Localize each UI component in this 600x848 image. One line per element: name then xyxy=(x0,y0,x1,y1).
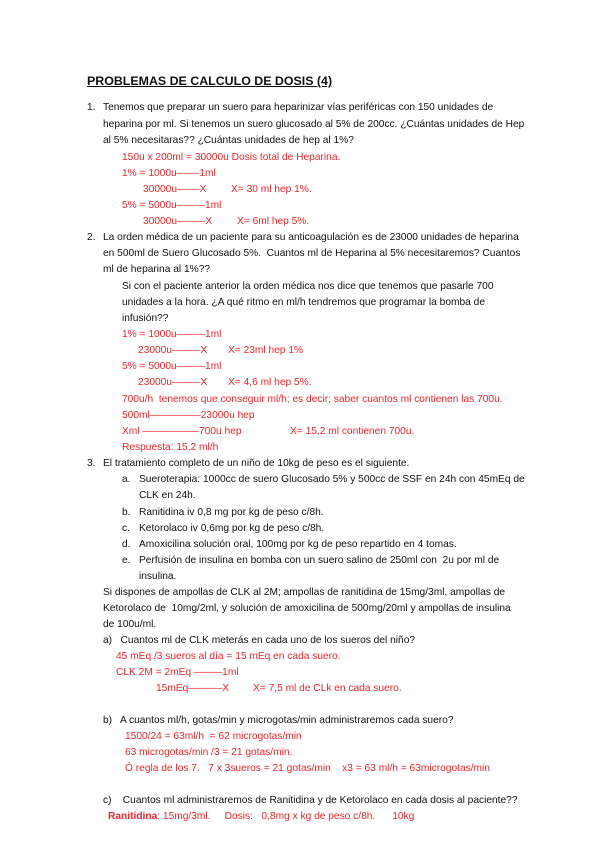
list-item: Sueroterapia: 1000cc de suero Glucosado 5% y 500cc de SSF en 24h con 45mEq de xyxy=(139,474,525,485)
answer-line: CLK 2M = 2mEq –––––1ml xyxy=(116,667,239,678)
answer-result: X= 23ml hep 1% xyxy=(228,345,304,356)
answer-result: X= 30 ml hep 1%. xyxy=(231,184,312,195)
question-text: Tenemos que preparar un suero para heparinizar vías periféricas con 150 unidades de xyxy=(103,102,494,113)
list-item: Ketorolaco iv 0,6mg por kg de peso c/8h. xyxy=(139,523,325,534)
list-number: 3. xyxy=(87,458,96,469)
statement-text: de 100u/ml. xyxy=(103,619,157,630)
question-text: unidades a la hora. ¿A qué ritmo en ml/h tendremos que programar la bomba de xyxy=(122,297,485,308)
answer-final: Respuesta: 15,2 ml/h xyxy=(122,442,219,453)
question-text: infusión?? xyxy=(122,313,169,324)
question-text: heparina por ml. Si tenemos un suero glucosado al 5% de 200cc. ¿Cuántas unidades de Hep xyxy=(103,119,525,130)
answer-line: 23000u–––––X xyxy=(138,345,208,356)
answer-line: 15mEq––––––X xyxy=(156,683,230,694)
list-number: 2. xyxy=(87,232,96,243)
answer-line: 700u/h tenemos que conseguir ml/h; es decir; saber cuantos ml contienen las 700u. xyxy=(122,394,503,405)
list-marker: b. xyxy=(122,507,131,518)
question-text: ml de heparina al 1%?? xyxy=(103,264,211,275)
answer-result: X= 4,6 ml hep 5%. xyxy=(228,377,312,388)
sub-question-a: a) Cuantos ml de CLK meterás en cada uno de los sueros del niño? xyxy=(103,635,416,646)
answer-line: 1% = 1000u––––1ml xyxy=(122,168,216,179)
question-text: al 5% necesitaras?? ¿Cuántas unidades de hep al 1%? xyxy=(103,135,354,146)
answer-result: X= 6ml hep 5%. xyxy=(237,216,310,227)
question-text: Si con el paciente anterior la orden médica nos dice que tenemos que pasarle 700 xyxy=(122,281,494,292)
list-marker: d. xyxy=(122,539,131,550)
list-item: Amoxicilina solución oral, 100mg por kg de peso repartido en 4 tomas. xyxy=(139,539,457,550)
list-number: 1. xyxy=(87,102,96,113)
sub-question-c: c) Cuantos ml administraremos de Ranitidina y de Ketorolaco en cada dosis al paciente?? xyxy=(103,795,518,806)
answer-result: X= 15,2 ml contienen 700u. xyxy=(290,426,415,437)
answer-line: 30000u–––––X xyxy=(143,216,213,227)
drug-label: Ranitidina xyxy=(108,811,158,822)
answer-line: Ó regla de los 7. 7 x 3sueros = 21 gotas/min x3 = 63 ml/h = 63microgotas/min xyxy=(125,763,490,774)
list-marker: a. xyxy=(122,474,131,485)
answer-line: 5% = 5000u–––––1ml xyxy=(122,200,222,211)
answer-line xyxy=(108,811,414,823)
answer-line: 1% = 1000u–––––1ml xyxy=(122,329,222,340)
sub-question-b: b) A cuantos ml/h, gotas/min y microgotas/min administraremos cada suero? xyxy=(103,715,454,726)
list-marker: e. xyxy=(122,555,131,566)
answer-line: Xml ––––––––––700u hep xyxy=(122,426,242,437)
answer-line: 5% = 5000u–––––1ml xyxy=(122,361,222,372)
question-text: La orden médica de un paciente para su anticoagulación es de 23000 unidades de heparina xyxy=(103,232,519,243)
list-item: CLK en 24h. xyxy=(139,490,196,501)
answer-line: 30000u––––X xyxy=(143,184,207,195)
answer-line: 1500/24 = 63ml/h = 62 microgotas/min xyxy=(125,731,302,742)
list-item: insulina. xyxy=(139,571,177,582)
list-item: Perfusión de insulina en bomba con un suero salino de 250ml con 2u por ml de xyxy=(139,555,500,566)
statement-text: Si dispones de ampollas de CLK al 2M; ampollas de ranitidina de 15mg/3ml, ampollas de xyxy=(103,587,506,598)
question-text: El tratamiento completo de un niño de 10kg de peso es el siguiente. xyxy=(103,458,410,469)
statement-text: Ketorolaco de 10mg/2ml, y solución de amoxicilina de 500mg/20ml y ampollas de insulina xyxy=(103,603,511,614)
answer-line: 500ml–––––––––23000u hep xyxy=(122,410,255,421)
answer-line: 23000u–––––X xyxy=(138,377,208,388)
answer-line: 150u x 200ml = 30000u Dosis total de Heparina. xyxy=(122,152,341,163)
list-item: Ranitidina iv 0,8 mg por kg de peso c/8h. xyxy=(139,507,324,518)
list-marker: c. xyxy=(122,523,130,534)
page-title: PROBLEMAS DE CALCULO DE DOSIS (4) xyxy=(87,74,333,88)
answer-result: X= 7,5 ml de CLk en cada suero. xyxy=(253,683,402,694)
question-text: en 500ml de Suero Glucosado 5%. Cuantos ml de Heparina al 5% necesitaremos? Cuantos xyxy=(103,248,521,259)
answer-line: 45 mEq /3 sueros al día = 15 mEq en cada suero. xyxy=(116,651,341,662)
answer-line: 63 microgotas/min /3 = 21 gotas/min. xyxy=(125,747,293,758)
dose-text: : 15mg/3ml. Dosis: 0,8mg x kg de peso c/8h. 10kg xyxy=(157,811,415,822)
